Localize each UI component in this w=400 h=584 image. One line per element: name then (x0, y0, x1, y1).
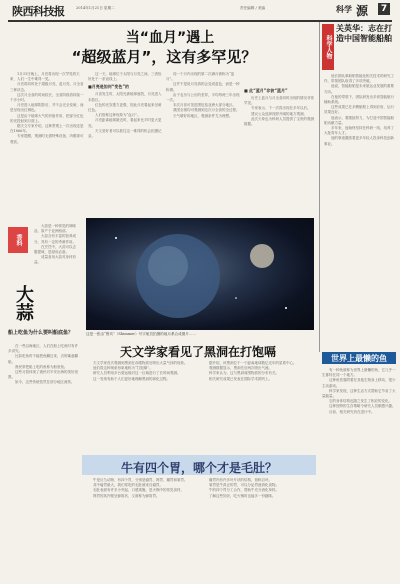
science-person-box (322, 22, 396, 248)
earth-moon-photo (86, 218, 314, 330)
main-article-headline: “超级蓝月”，这有多罕见？ (71, 48, 257, 66)
right-column-divider (319, 22, 320, 352)
section-label: 科学 (336, 5, 352, 14)
photo-caption: 这是一张由“鲁宾”（Shimmer）号宇航员拍摄的地月系合成图片…… (86, 332, 197, 336)
main-article-kicker: 当“血月”遇上 (125, 30, 215, 46)
page-number: 7 (378, 3, 390, 15)
paper-name: 陕西科技报 (12, 5, 65, 18)
smallest-fish-headline: 世界上最懒的鱼 (331, 354, 387, 363)
earth-moon-illustration (86, 218, 314, 330)
blackhole-body-left: 天文学家首次观测到黑洞在吞噬物质后喷出大量气体的现象。 他们将这种现象形象地称为“打饱嗝”。 研究人员利用多台望远镜对这一区域进行了长时间观测。 这一发现有助于人们更好地理解黑洞的演化过程。 (93, 361, 188, 381)
sidebar-body: 大蒜是一种常见的调味品，原产于亚洲西部。 大蒜含有丰富的营养成分，具有一定的杀菌作用。 在烹饪中，大蒜可以去腥提味，是厨房必备。 适量食用大蒜对身体有益。 (34, 224, 76, 265)
science-person-title: 关英华：志在打造中国智能船舶 (336, 24, 392, 43)
main-article-subhead-1: ■月亮是如何“变色”的 (88, 84, 130, 90)
lower-left-headline: 船上吃鱼为什么要叫船底鱼？ (8, 330, 74, 336)
main-article-col-1: 1月31日晚上，月亮将出现一次罕见的天象，人们一生中难得一见。 月亮将同时处于超级月亮、蓝月亮、月全食三种状态。 这次月全食的时间较长，全食阶段将持续一个多小时。 月亮进入地球阴影后，并不会完全变暗，而是呈现出红铜色。 这是由于地球大气的折射作用，把部分红色的光投射到月面上。 据天文专家介绍，这种景观上一次出现还是在1866年。 专家提醒，观测时无需特殊设备，肉眼即可观赏。 (10, 72, 84, 144)
lower-left-body: 在一些沿海地区，人们在船上吃鱼时有许多讲究。 比如吃鱼时不能把鱼翻过来，否则寓意翻船。 渔民常把船上吃的鱼称为船底鱼。 这些习俗体现了渔民对平安出海的美好祝愿。 如今，这些传统依然在部分地区流传。 (8, 344, 78, 385)
smallest-fish-body: 有一种鱼被称为世界上最懒的鱼，它几乎一生都待在同一个地方。 这种鱼依靠附着在其他生物身上移动，很少主动游动。 科学家发现，这种生活方式帮助它节省了大量能量。 它的身体结构也随之发生了相应的变化。 这种独特的生存策略令研究人员颇感兴趣。 目前，相关研究仍在进行中。 (322, 368, 396, 414)
cow-headline: 牛有四个胃，哪个才是毛肚？ (120, 461, 277, 475)
sidebar-big-text: 大蒜 (13, 285, 34, 321)
sidebar-spice-label: 香料 (8, 227, 28, 253)
editor-line: 责任编辑 / 美编 (240, 6, 266, 10)
science-person-body: 他长期从事船舶智能化相关技术的研究工作，带领团队取得了多项突破。 他说，智能船舶是未来航运业发展的重要方向。 在他的带领下，团队研发出多套智能航行辅助系统。 这些成果已在多艘船舶上得到应用，运行效果良好。 他表示，要继续努力，为打造中国智能船舶贡献力量。 多年来，他始终坚持在科研一线，培养了大批青年人才。 他的事迹激励着更多年轻人投身科技创新事业。 (324, 74, 394, 146)
cow-body-left: 牛是反刍动物，有四个胃，分别是瘤胃、网胃、瓣胃和皱胃。 其中瘤胃最大，我们常吃的毛肚就来自瘤胃。 毛肚表面有许多小突起，口感爽脆，是火锅中的常见食材。 网胃因其内壁呈蜂窝状，又被称为蜂窝胃。 (93, 478, 188, 498)
blackhole-body-right: 据介绍，该黑洞位于一个距离地球数亿光年的星系中心。 观测数据显示，黑洞先后两次喷出气流。 科学家认为，这与黑洞周围物质的分布有关。 相关研究成果已发表在国际学术期刊上。 (209, 361, 297, 381)
main-article-subhead-2: ■ 此“蓝月”非彼“蓝月” (244, 88, 288, 93)
blackhole-headline: 天文学家看见了黑洞在打饱嗝 (119, 345, 276, 359)
main-article-col-3: 同一个月内出现的第二次满月被称为“蓝月”。 这并不是说月亮真的会变成蓝色，而是一种称谓。 由于农历与公历的差异，平均每两三年出现一次。 本次月食可见范围包括亚洲大部分地区。 我国全境均可观测到这次月全食的全过程。 天气晴好的地区，观测条件尤为理想。 (166, 72, 240, 118)
main-article-col-2: 这一天，地球位于太阳与月亮之间，三者恰好处于一条直线上。 ■月亮是如何“变色”的 月食发生时，太阳光被地球遮挡，月亮进入本影区。 红色的光穿透力更强，因此月亮看起来呈暗红色。 人们俗称这种现象为“血月”。 月亮距离地球最近时，看起来比平时更大更亮。 天文爱好者可以抓住这一难得的机会拍摄记录。 (88, 72, 162, 139)
science-person-label: 科学人物 (322, 24, 334, 70)
cow-body-right: 瓣胃内有许多叶片状的结构，俗称百叶。 皱胃是牛真正的胃，可以分泌胃液消化食物。 牛的四个胃分工合作，帮助牛充分消化草料。 了解这些知识，吃火锅时也能多一份趣味。 (209, 478, 279, 498)
date-line: 2014年1月21日 星期二 (76, 6, 115, 10)
main-article-col-4: ■ 此“蓝月”非彼“蓝月” 历史上蓝月与月全食同时出现的情况非常罕见。 专家表示，下一次将出现在多年以后。 建议公众选择视野开阔的地方观测。 此次天象也为科研人员提供了宝贵的观测数据。 (244, 88, 314, 127)
section-name: 源 (356, 4, 369, 18)
masthead (0, 0, 400, 22)
